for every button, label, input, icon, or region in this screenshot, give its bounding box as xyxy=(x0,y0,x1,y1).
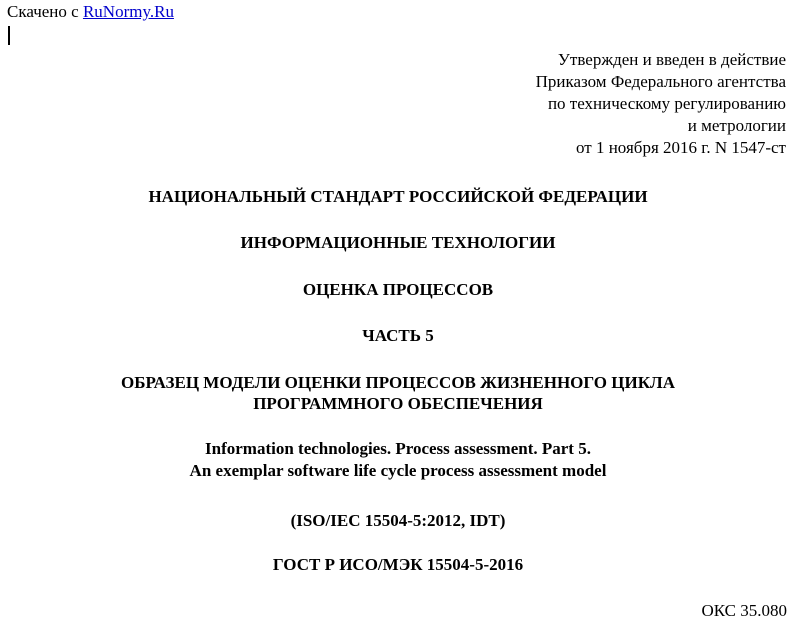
runormy-link[interactable]: RuNormy.Ru xyxy=(82,2,174,21)
field-heading: ИНФОРМАЦИОННЫЕ ТЕХНОЛОГИИ xyxy=(240,233,556,252)
subject-heading: ОЦЕНКА ПРОЦЕССОВ xyxy=(302,280,494,299)
english-title xyxy=(0,438,790,482)
source-prefix: Скачено с xyxy=(7,2,83,21)
approval-line: Приказом Федерального агентства xyxy=(535,72,786,91)
approval-block xyxy=(536,49,786,159)
standard-name-line-1: ОБРАЗЕЦ МОДЕЛИ ОЦЕНКИ ПРОЦЕССОВ ЖИЗНЕННОГО ЦИКЛА xyxy=(121,373,675,392)
iso-reference: (ISO/IEC 15504-5:2012, IDT) xyxy=(290,511,506,530)
english-title-line-1: Information technologies. Process assessment. Part 5. xyxy=(205,439,591,458)
part-heading: ЧАСТЬ 5 xyxy=(362,326,434,345)
standard-name-line-2: ПРОГРАММНОГО ОБЕСПЕЧЕНИЯ xyxy=(253,394,543,413)
english-title-line-2: An exemplar software life cycle process assessment model xyxy=(189,461,607,480)
national-standard-heading: НАЦИОНАЛЬНЫЙ СТАНДАРТ РОССИЙСКОЙ ФЕДЕРАЦИИ xyxy=(148,187,648,206)
gost-code: ГОСТ Р ИСО/МЭК 15504-5-2016 xyxy=(272,555,524,574)
oks-code: ОКС 35.080 xyxy=(701,601,787,620)
standard-name-heading xyxy=(0,372,790,414)
approval-line: по техническому регулированию xyxy=(547,94,786,113)
approval-line: от 1 ноября 2016 г. N 1547-ст xyxy=(576,138,786,157)
text-cursor xyxy=(8,26,10,45)
source-line xyxy=(7,2,174,22)
approval-line: и метрологии xyxy=(687,116,786,135)
approval-line: Утвержден и введен в действие xyxy=(557,50,786,69)
